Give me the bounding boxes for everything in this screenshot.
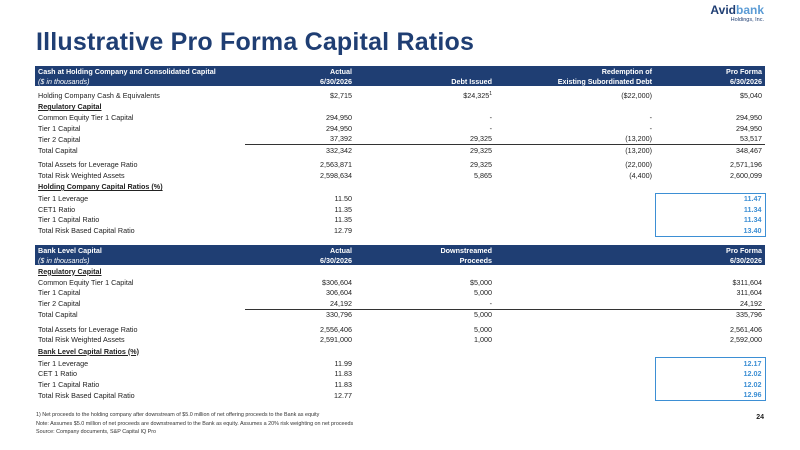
row-label: Tier 1 Capital Ratio (38, 215, 100, 225)
row-label: Total Assets for Leverage Ratio (38, 324, 138, 334)
holding-header-col2-sub: Debt Issued (355, 76, 495, 86)
row-label: Total Assets for Leverage Ratio (38, 160, 138, 170)
holding-header-col4: Pro Forma (655, 66, 765, 76)
page-title: Illustrative Pro Forma Capital Ratios (36, 28, 475, 56)
bank-header-col4: Pro Forma (655, 245, 765, 255)
logo-subtitle: Holdings, Inc. (730, 17, 764, 23)
cell-pro-forma: 311,604 (736, 288, 762, 298)
cell-redemption: ($22,000) (621, 90, 652, 100)
row-label: Common Equity Tier 1 Capital (38, 113, 134, 123)
cell-redemption: - (649, 123, 652, 133)
row-label: Tier 1 Leverage (38, 358, 89, 368)
cell-debt-issued: 29,325 (470, 134, 492, 144)
page-number: 24 (756, 414, 764, 421)
table-row (35, 123, 765, 134)
holding-header-row2 (35, 76, 765, 86)
row-label: Tier 1 Capital (38, 288, 81, 298)
footnote-marker: 1 (489, 90, 492, 97)
cell-actual: 2,563,871 (320, 160, 352, 170)
holding-header-sublabel: ($ in thousands) (35, 76, 245, 86)
section-title: Holding Company Capital Ratios (%) (38, 182, 163, 191)
cell-actual: 11.99 (334, 358, 352, 368)
cell-redemption: (13,200) (625, 134, 652, 144)
holding-company-table (35, 66, 766, 237)
row-label: Total Capital (38, 310, 78, 319)
row-label: Total Risk Based Capital Ratio (38, 226, 135, 235)
holding-header-col3-sub: Existing Subordinated Debt (495, 76, 655, 86)
row-label: Tier 1 Leverage (38, 194, 89, 203)
cell-pro-forma: $311,604 (732, 277, 762, 287)
holding-header-row (35, 66, 765, 76)
cell-actual: 37,392 (330, 134, 352, 144)
cell-pro-forma-highlight: 13.40 (655, 225, 765, 236)
cell-actual: 11.35 (334, 215, 352, 225)
cell-actual: 306,604 (326, 288, 352, 298)
row-label: Total Risk Weighted Assets (38, 170, 125, 180)
cell-pro-forma-highlight: 12.17 (655, 358, 765, 369)
cell-actual: 294,950 (326, 113, 352, 123)
bank-header-col4-sub: 6/30/2026 (655, 255, 765, 265)
table-row (35, 324, 765, 335)
holding-header-label: Cash at Holding Company and Consolidated Capital (35, 66, 245, 76)
cell-downstreamed: 5,000 (474, 288, 492, 298)
table-row (35, 160, 765, 171)
logo-brand-a: Avid (710, 3, 736, 17)
table-row (35, 298, 765, 309)
footnote-source: Source: Company documents, S&P Capital IQ Pro (36, 429, 157, 435)
cell-pro-forma-highlight: 11.34 (655, 215, 765, 226)
row-label: Total Risk Weighted Assets (38, 335, 125, 345)
table-row (35, 288, 765, 299)
section-title: Bank Level Capital Ratios (%) (38, 346, 140, 356)
bank-header-col2-sub: Proceeds (355, 255, 495, 265)
cell-debt-issued: 29,325 (355, 145, 495, 156)
table-row (35, 335, 765, 346)
cell-downstreamed: 1,000 (474, 335, 492, 345)
row-label: Total Risk Based Capital Ratio (38, 390, 135, 400)
cell-debt-issued: 29,325 (470, 160, 492, 170)
cell-pro-forma: 348,467 (655, 145, 765, 156)
cell-pro-forma: 335,796 (655, 309, 765, 320)
cell-actual: 2,591,000 (320, 335, 352, 345)
bank-header-sublabel: ($ in thousands) (35, 255, 245, 265)
cell-actual: 24,192 (330, 298, 352, 308)
table-row (35, 277, 765, 288)
table-row (35, 309, 765, 320)
footnote-note: Note: Assumes $5.0 million of net proceeds are downstreamed to the Bank as equity. Assumes a 20% risk weighting on net proceeds (36, 420, 354, 427)
table-row (35, 170, 765, 181)
cell-actual: 2,556,406 (320, 324, 352, 334)
bank-level-table (35, 245, 766, 401)
cell-actual: 11.50 (334, 194, 352, 203)
table-row (35, 215, 765, 226)
cell-pro-forma: 2,592,000 (730, 335, 762, 345)
bank-header-row2 (35, 255, 765, 265)
cell-downstreamed: - (489, 298, 492, 308)
footnote-1: 1) Net proceeds to the holding company after downstream of $5.0 million of net offering proceeds to the Bank as equity (36, 412, 320, 418)
cell-actual: 2,598,634 (320, 170, 352, 180)
cell-pro-forma: 2,571,196 (730, 160, 762, 170)
table-row (35, 390, 765, 401)
cell-downstreamed: 5,000 (474, 324, 492, 334)
cell-pro-forma: 294,950 (736, 113, 762, 123)
cell-debt-issued: - (489, 113, 492, 123)
bank-header-label: Bank Level Capital (35, 245, 245, 255)
section-title: Regulatory Capital (38, 266, 102, 276)
section-title: Regulatory Capital (38, 102, 102, 111)
cell-pro-forma: 53,517 (740, 134, 762, 144)
holding-header-col4-sub: 6/30/2026 (655, 76, 765, 86)
holding-header-col1: Actual (245, 66, 355, 76)
holding-header-col2 (355, 66, 495, 76)
cell-debt-issued (355, 90, 495, 101)
cell-pro-forma-highlight: 12.02 (655, 369, 765, 380)
bank-header-col1-sub: 6/30/2026 (245, 255, 355, 265)
cell-redemption: - (649, 113, 652, 123)
cell-redemption: (4,400) (629, 170, 652, 180)
row-label: Total Capital (38, 145, 78, 155)
table-row (35, 225, 765, 236)
cell-pro-forma: 24,192 (740, 298, 762, 308)
logo-brand-b: bank (735, 3, 764, 17)
table-row (35, 204, 765, 215)
cell-redemption: (13,200) (495, 145, 655, 156)
cell-downstreamed: 5,000 (355, 309, 495, 320)
row-label: Tier 1 Capital (38, 123, 81, 133)
cell-pro-forma-highlight: 11.34 (655, 204, 765, 215)
cell-actual: 11.35 (334, 204, 352, 214)
cell-pro-forma: $5,040 (740, 90, 762, 100)
bank-header-col2: Downstreamed (355, 245, 495, 255)
row-label: CET1 Ratio (38, 204, 76, 214)
cell-actual: 11.83 (334, 379, 352, 389)
cell-actual: 332,342 (245, 145, 355, 156)
row-label: Tier 2 Capital (38, 299, 81, 308)
cell-actual: 12.77 (334, 390, 352, 400)
company-logo (710, 4, 764, 23)
cell-redemption: (22,000) (625, 160, 652, 170)
cell-pro-forma-highlight: 12.02 (655, 379, 765, 390)
bank-header-col1: Actual (245, 245, 355, 255)
table-row (35, 369, 765, 380)
table-row (35, 193, 765, 204)
row-label: Holding Company Cash & Equivalents (38, 90, 160, 100)
table-row (35, 358, 765, 369)
cell-downstreamed: $5,000 (470, 277, 492, 287)
cell-pro-forma: 2,600,099 (730, 170, 762, 180)
cell-pro-forma: 294,950 (736, 123, 762, 133)
cell-pro-forma-highlight: 12.96 (655, 390, 765, 401)
cell-actual: $2,715 (330, 90, 352, 100)
row-label: CET 1 Ratio (38, 369, 78, 379)
footnotes (36, 411, 353, 437)
holding-header-col1-sub: 6/30/2026 (245, 76, 355, 86)
cell-pro-forma: 2,561,406 (730, 324, 762, 334)
row-label: Tier 2 Capital (38, 134, 81, 144)
row-label: Tier 1 Capital Ratio (38, 379, 100, 389)
table-row (35, 379, 765, 390)
table-row (35, 90, 765, 101)
cell-actual: 330,796 (245, 309, 355, 320)
table-row (35, 113, 765, 124)
cell-actual: 11.83 (334, 369, 352, 379)
table-row (35, 145, 765, 156)
cell-debt-issued: - (489, 123, 492, 133)
cell-actual: $306,604 (322, 277, 352, 287)
cell-actual: 12.79 (334, 226, 352, 235)
holding-header-col3: Redemption of (495, 66, 655, 76)
cell-pro-forma-highlight: 11.47 (655, 193, 765, 204)
row-label: Common Equity Tier 1 Capital (38, 277, 134, 287)
cell-value: $24,325 (463, 90, 490, 100)
table-row (35, 134, 765, 145)
bank-header-row (35, 245, 765, 255)
cell-actual: 294,950 (326, 123, 352, 133)
cell-debt-issued: 5,865 (474, 170, 492, 180)
